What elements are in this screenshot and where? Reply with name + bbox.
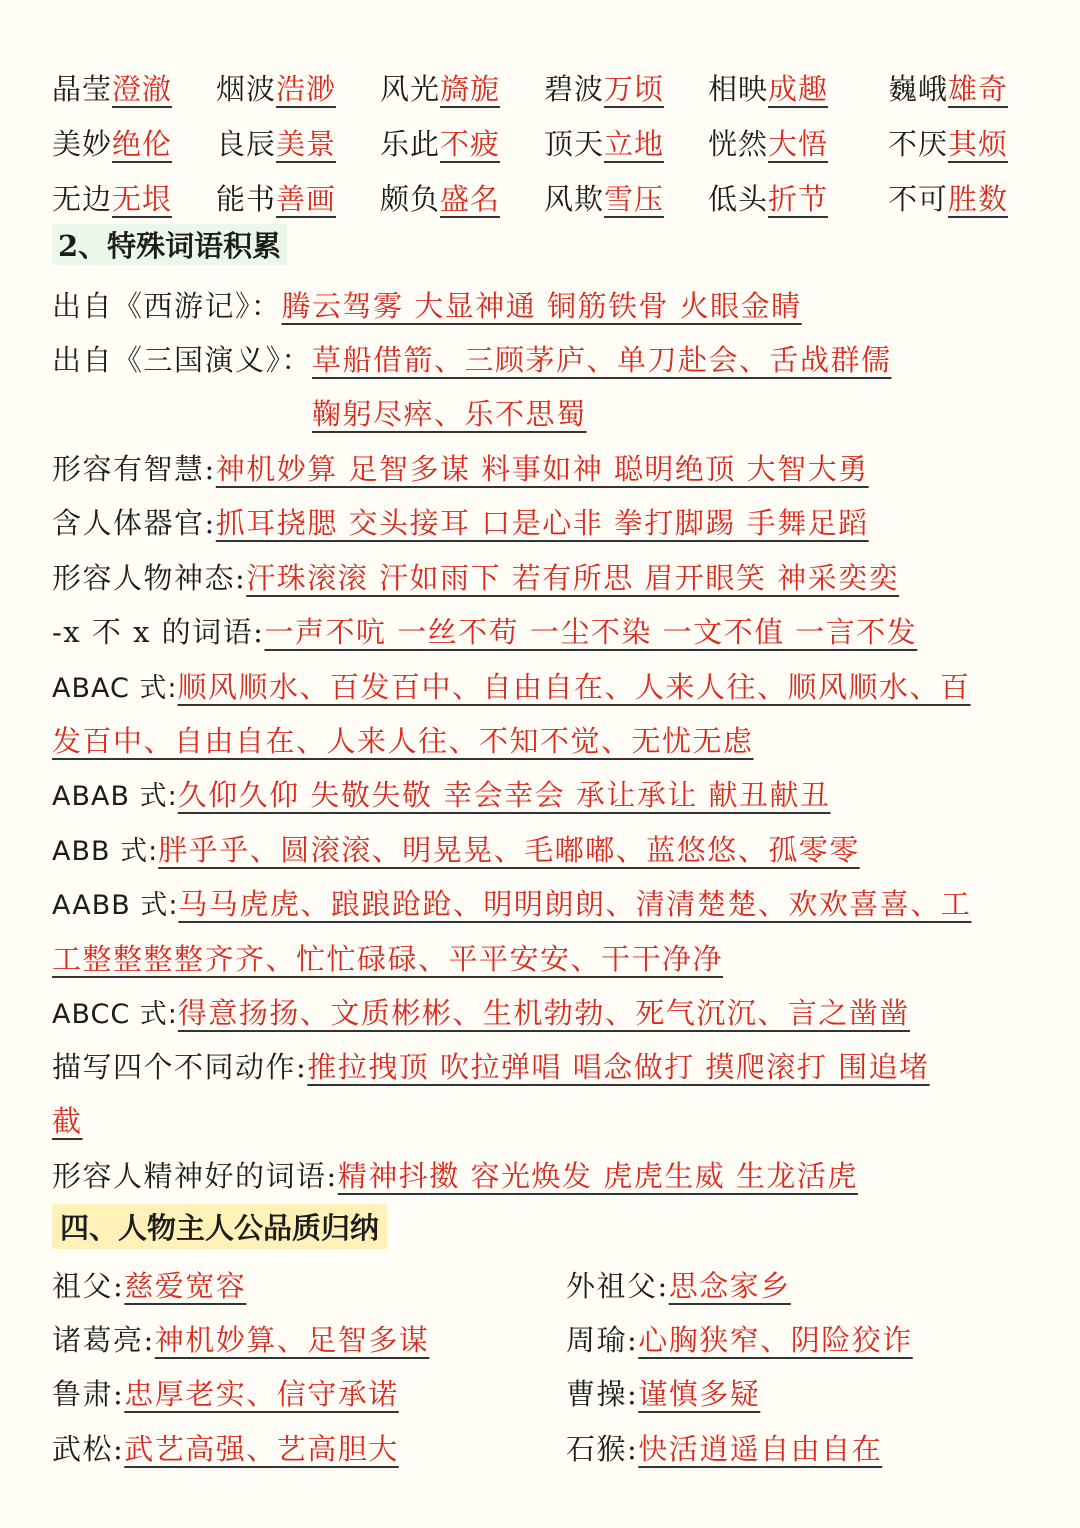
- list-item: ABAC 式:顺风顺水、百发百中、自由自在、人来人往、顺风顺水、百: [52, 670, 971, 704]
- list-item: 形容人精神好的词语:精神抖擞 容光焕发 虎虎生威 生龙活虎: [52, 1159, 858, 1193]
- list-item: 出自《三国演义》：草船借箭、三顾茅庐、单刀赴会、舌战群儒: [52, 343, 892, 377]
- idiom-cell: 乐此不疲: [380, 127, 501, 161]
- idiom-cell: 顶天立地: [544, 127, 665, 161]
- idiom-cell: 相映成趣: [708, 72, 829, 106]
- idiom-cell: 碧波万顷: [544, 72, 665, 106]
- list-item: 形容有智慧:神机妙算 足智多谋 料事如神 聪明绝顶 大智大勇: [52, 452, 869, 486]
- list-item: 含人体器官:抓耳挠腮 交头接耳 口是心非 拳打脚踢 手舞足蹈: [52, 506, 869, 540]
- idiom-grid: [52, 60, 1008, 225]
- character-trait: 诸葛亮:神机妙算、足智多谋: [52, 1323, 430, 1357]
- idiom-cell: 无边无垠: [52, 182, 173, 216]
- list-item: 工整整整整齐齐、忙忙碌碌、平平安安、干干净净: [52, 942, 724, 976]
- idiom-cell: 美妙绝伦: [52, 127, 173, 161]
- character-trait: 石猴:快活逍遥自由自在: [566, 1432, 883, 1466]
- idiom-cell: 风光旖旎: [380, 72, 501, 106]
- idiom-cell: 晶莹澄澈: [52, 72, 173, 106]
- idiom-cell: 巍峨雄奇: [888, 72, 1009, 106]
- character-trait: 曹操:谨慎多疑: [566, 1377, 761, 1411]
- list-item: 鞠躬尽瘁、乐不思蜀: [312, 397, 587, 431]
- grid-row-1: [52, 60, 1008, 115]
- idiom-cell: 颇负盛名: [380, 182, 501, 216]
- idiom-cell: 不厌其烦: [888, 127, 1009, 161]
- idiom-cell: 风欺雪压: [544, 182, 665, 216]
- list-item: 发百中、自由自在、人来人往、不知不觉、无忧无虑: [52, 724, 754, 758]
- character-trait: 鲁肃:忠厚老实、信守承诺: [52, 1377, 399, 1411]
- character-trait: 武松:武艺高强、艺高胆大: [52, 1432, 399, 1466]
- list-item: 截: [52, 1104, 83, 1138]
- list-item: 形容人物神态:汗珠滚滚 汗如雨下 若有所思 眉开眼笑 神采奕奕: [52, 561, 900, 595]
- section-heading-special-words: 2、特殊词语积累: [52, 224, 287, 265]
- idiom-cell: 良辰美景: [216, 127, 337, 161]
- list-item: ABCC 式:得意扬扬、文质彬彬、生机勃勃、死气沉沉、言之凿凿: [52, 996, 910, 1030]
- idiom-cell: 恍然大悟: [708, 127, 829, 161]
- list-item: ABAB 式:久仰久仰 失敬失敬 幸会幸会 承让承让 献丑献丑: [52, 778, 831, 812]
- list-item: 描写四个不同动作:推拉拽顶 吹拉弹唱 唱念做打 摸爬滚打 围追堵: [52, 1050, 930, 1084]
- idiom-cell: 低头折节: [708, 182, 829, 216]
- character-trait: 祖父:慈爱宽容: [52, 1269, 247, 1303]
- character-trait: 周瑜:心胸狭窄、阴险狡诈: [566, 1323, 913, 1357]
- idiom-cell: 能书善画: [216, 182, 337, 216]
- idiom-cell: 不可胜数: [888, 182, 1009, 216]
- list-item: AABB 式:马马虎虎、踉踉跄跄、明明朗朗、清清楚楚、欢欢喜喜、工: [52, 887, 972, 921]
- list-item: ABB 式:胖乎乎、圆滚滚、明晃晃、毛嘟嘟、蓝悠悠、孤零零: [52, 833, 860, 867]
- section-heading-character-traits: 四、人物主人公品质归纳: [52, 1204, 387, 1249]
- character-trait: 外祖父:思念家乡: [566, 1269, 791, 1303]
- idiom-cell: 烟波浩渺: [216, 72, 337, 106]
- list-item: 出自《西游记》：腾云驾雾 大显神通 铜筋铁骨 火眼金睛: [52, 289, 802, 323]
- grid-row-2: [52, 115, 1008, 170]
- grid-row-3: [52, 170, 1008, 225]
- list-item: -x 不 x 的词语:一声不吭 一丝不苟 一尘不染 一文不值 一言不发: [52, 615, 918, 649]
